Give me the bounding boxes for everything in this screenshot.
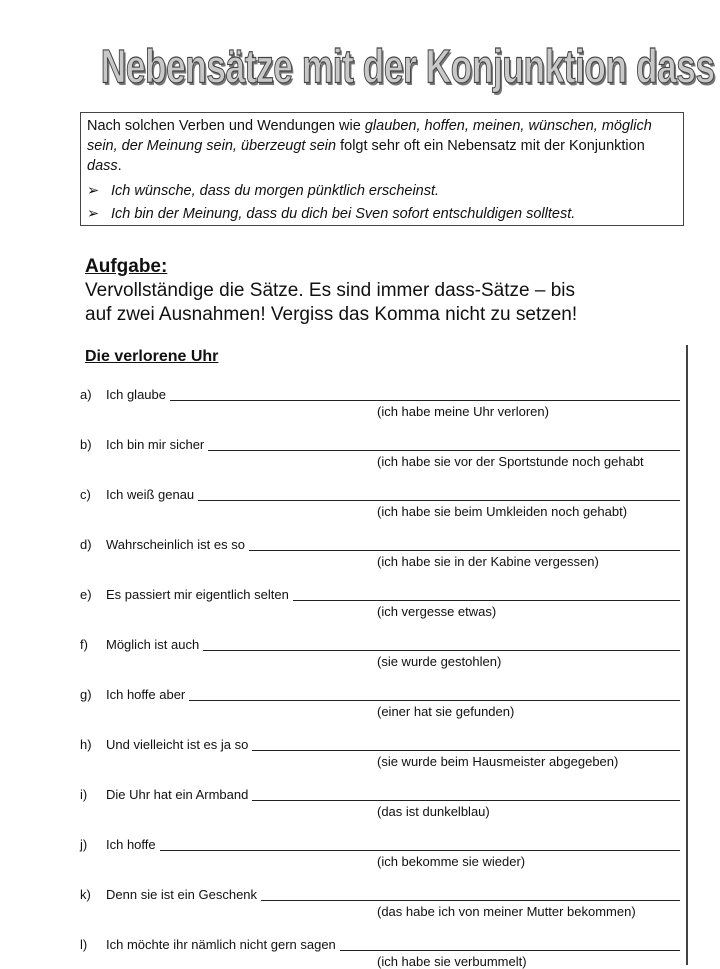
answer-line[interactable] [252,750,680,751]
item-label: j) [80,837,88,852]
item-label: e) [80,587,92,602]
item-label: g) [80,687,92,702]
answer-line[interactable] [340,950,680,951]
intro-part: folgt sehr oft ein Nebensatz mit der Konjunktion [336,138,645,154]
answer-line[interactable] [189,700,680,701]
item-text: Ich möchte ihr nämlich nicht gern sagen [106,937,336,952]
item-hint: (ich habe sie beim Umkleiden noch gehabt) [377,504,628,519]
section-title: Die verlorene Uhr [85,348,219,365]
intro-part: . [117,158,122,174]
item-text: Ich weiß genau [106,487,195,502]
item-hint: (ich vergesse etwas) [377,604,497,619]
item-hint: (ich habe sie vor der Sportstunde noch gehabt [377,454,644,469]
item-hint: (sie wurde beim Hausmeister abgegeben) [377,754,619,769]
intro-part: Nach solchen Verben und Wendungen wie [87,118,365,134]
task-line: Vervollständige die Sätze. Es sind immer dass-Sätze – bis [85,280,576,301]
item-text: Es passiert mir eigentlich selten [106,587,289,602]
intro-text [87,116,677,176]
item-hint: (ich habe sie verbummelt) [377,954,527,969]
margin-line [686,345,688,965]
item-text: Die Uhr hat ein Armband [106,787,249,802]
item-text: Ich glaube [106,387,166,402]
item-hint: (das ist dunkelblau) [377,804,490,819]
item-text: Und vielleicht ist es ja so [106,737,249,752]
task-block [85,255,577,327]
answer-line[interactable] [249,550,680,551]
example-list [87,180,677,226]
item-label: b) [80,437,92,452]
example-text: Ich bin der Meinung, dass du dich bei Sven sofort entschuldigen solltest. [111,206,576,222]
item-label: f) [80,637,88,652]
arrow-bullet-icon: ➢ [87,183,100,199]
answer-line[interactable] [252,800,680,801]
example-text: Ich wünsche, dass du morgen pünktlich erscheinst. [111,183,440,199]
item-hint: (ich bekomme sie wieder) [377,854,526,869]
item-label: k) [80,887,91,902]
answer-line[interactable] [261,900,680,901]
task-heading: Aufgabe: [85,256,168,277]
item-label: i) [80,787,88,802]
item-label: h) [80,737,92,752]
item-text: Ich hoffe [106,837,156,852]
item-text: Möglich ist auch [106,637,200,652]
answer-line[interactable] [160,850,680,851]
example-item [87,203,677,226]
item-text: Wahrscheinlich ist es so [106,537,245,552]
item-hint: (das habe ich von meiner Mutter bekommen) [377,904,636,919]
item-label: l) [80,937,88,952]
answer-line[interactable] [170,400,680,401]
item-hint: (ich habe sie in der Kabine vergessen) [377,554,599,569]
answer-line[interactable] [203,650,680,651]
arrow-bullet-icon: ➢ [87,206,100,222]
info-box [80,112,684,226]
item-hint: (sie wurde gestohlen) [377,654,502,669]
example-item [87,180,677,203]
answer-line[interactable] [293,600,680,601]
page-title: Nebensätze mit der Konjunktion dass [100,40,715,93]
item-text: Denn sie ist ein Geschenk [106,887,258,902]
item-label: d) [80,537,92,552]
item-hint: (ich habe meine Uhr verloren) [377,404,549,419]
item-label: a) [80,387,92,402]
task-line: auf zwei Ausnahmen! Vergiss das Komma nicht zu setzen! [85,304,578,325]
answer-line[interactable] [198,500,680,501]
intro-italic: dass [87,158,118,174]
intro-italic: glauben, hoffen, meinen, wünschen, möglich sein, der Meinung sein, überzeugt sein [87,118,652,154]
item-hint: (einer hat sie gefunden) [377,704,515,719]
item-text: Ich hoffe aber [106,687,186,702]
item-text: Ich bin mir sicher [106,437,205,452]
answer-line[interactable] [208,450,680,451]
item-label: c) [80,487,91,502]
